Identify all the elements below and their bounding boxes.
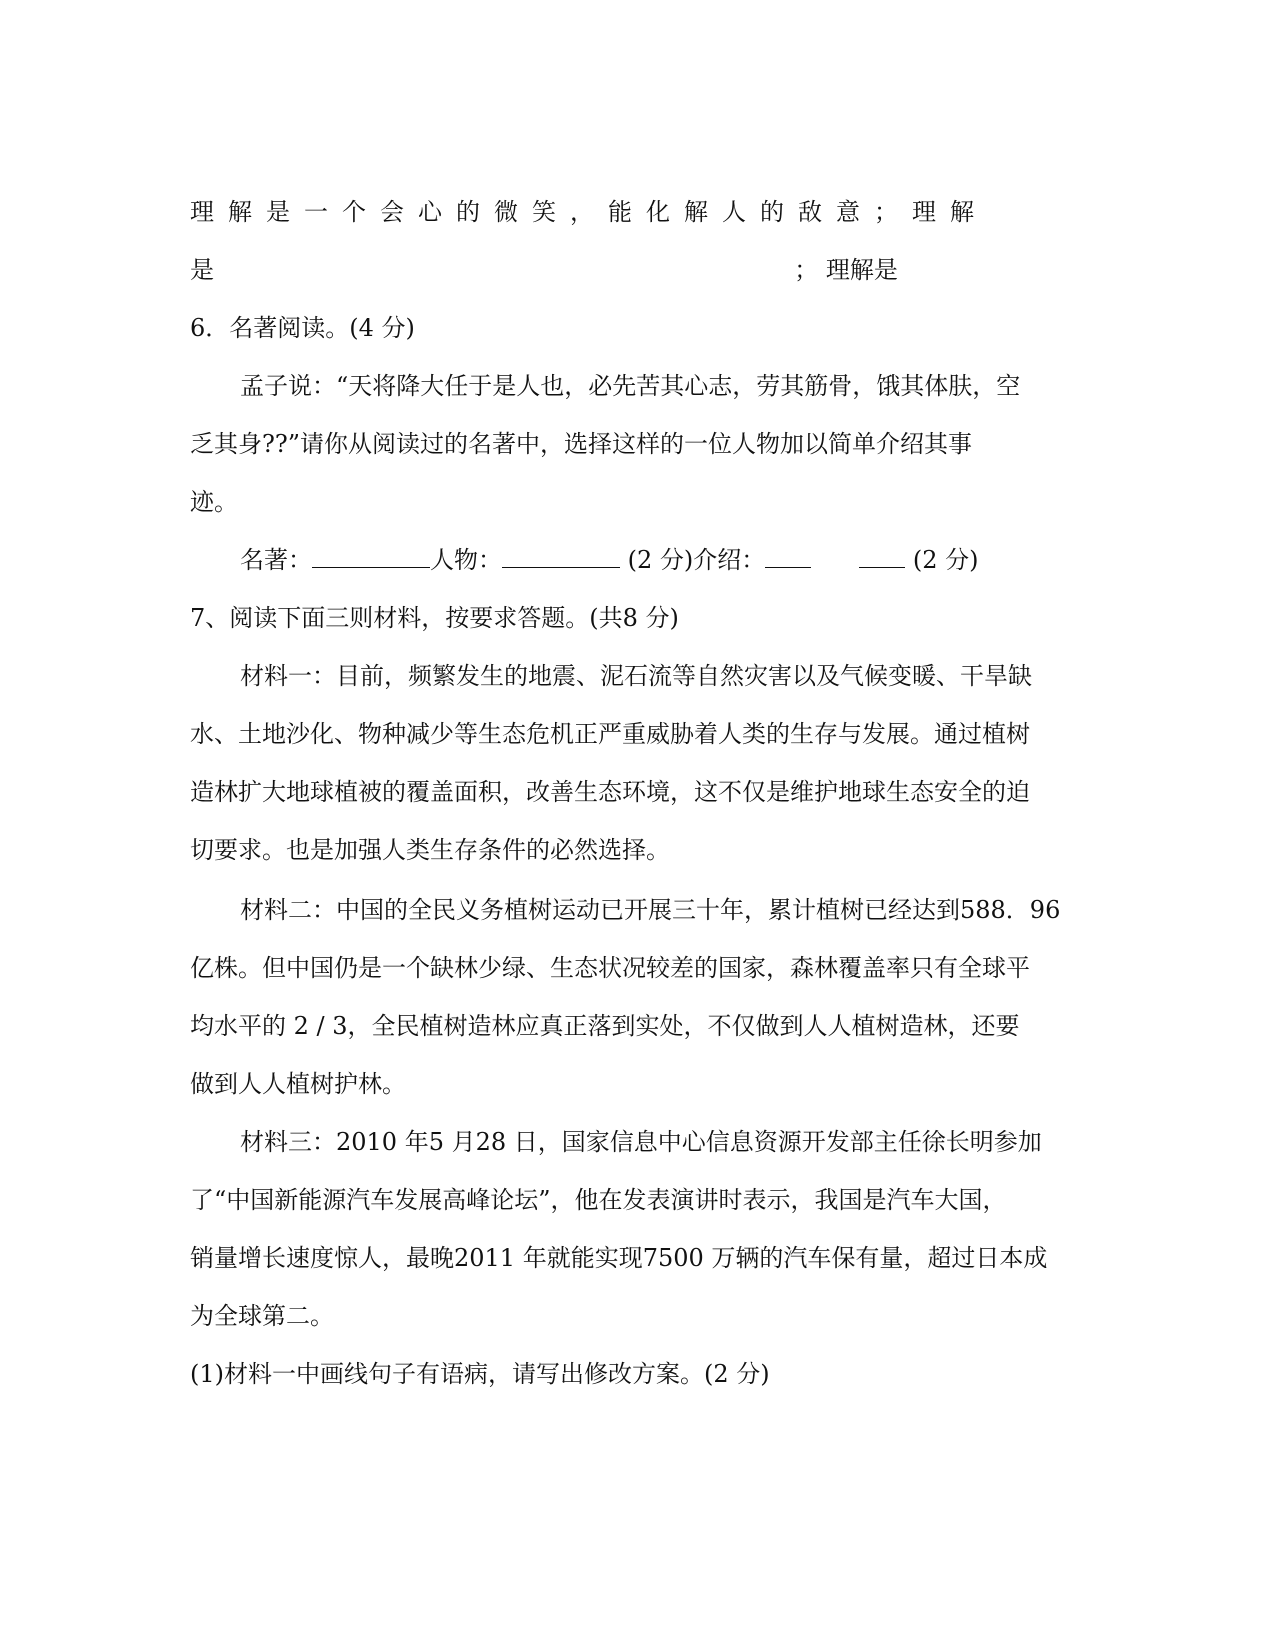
q6-quote-line-1: 孟子说：“天将降大任于是人也，必先苦其心志，劳其筋骨，饿其体肤，空 xyxy=(240,372,1021,400)
q7-material1-line-4: 切要求。也是加强人类生存条件的必然选择。 xyxy=(190,836,670,864)
q6-score-b: (2 分) xyxy=(912,546,979,574)
q7-material2-line-4: 做到人人植树护林。 xyxy=(190,1070,406,1098)
q7-sub-question-1: (1)材料一中画线句子有语病，请写出修改方案。(2 分) xyxy=(190,1360,770,1388)
q7-material3-line-2: 了“中国新能源汽车发展高峰论坛”，他在发表演讲时表示，我国是汽车大国， xyxy=(190,1186,1007,1214)
q6-person-blank[interactable] xyxy=(502,545,620,568)
q7-material2-line-1: 材料二：中国的全民义务植树运动已开展三十年，累计植树已经达到588．96 xyxy=(240,896,1061,924)
q7-material3-line-1: 材料三：2010 年5 月28 日，国家信息中心信息资源开发部主任徐长明参加 xyxy=(240,1128,1042,1156)
q7-heading: 7、阅读下面三则材料，按要求答题。(共8 分) xyxy=(190,604,679,632)
q6-score-a: (2 分) xyxy=(627,546,694,574)
q7-material3-line-3: 销量增长速度惊人，最晚2011 年就能实现7500 万辆的汽车保有量，超过日本成 xyxy=(190,1244,1048,1272)
q6-book-label: 名著： xyxy=(240,546,312,574)
fill-in-line-2-semicolon: ； xyxy=(794,256,819,284)
q6-person-label: 人物： xyxy=(430,546,502,574)
fill-in-line-2-start: 是 xyxy=(190,256,214,284)
q6-book-blank[interactable] xyxy=(312,545,430,568)
q7-material1-line-3: 造林扩大地球植被的覆盖面积，改善生态环境，这不仅是维护地球生态安全的迫 xyxy=(190,778,1030,806)
q6-quote-line-2: 乏其身??”请你从阅读过的名著中，选择这样的一位人物加以简单介绍其事 xyxy=(190,430,973,458)
q6-intro-label: 介绍： xyxy=(693,546,766,574)
q6-answer-line xyxy=(240,545,979,575)
q6-heading: 6．名著阅读。(4 分) xyxy=(190,314,415,342)
q7-material1-line-2: 水、土地沙化、物种减少等生态危机正严重威胁着人类的生存与发展。通过植树 xyxy=(190,720,1030,748)
fill-in-line-2 xyxy=(190,255,898,285)
fill-in-line-1: 理解是一个会心的微笑，能化解人的敌意；理解 xyxy=(190,198,988,226)
q6-intro-blank-2[interactable] xyxy=(859,545,905,568)
q7-material2-line-2: 亿株。但中国仍是一个缺林少绿、生态状况较差的国家，森林覆盖率只有全球平 xyxy=(190,954,1030,982)
fill-in-line-2-end: 理解是 xyxy=(825,256,898,284)
q7-material2-line-3: 均水平的 2 / 3，全民植树造林应真正落到实处，不仅做到人人植树造林，还要 xyxy=(190,1012,1020,1040)
q7-material1-line-1: 材料一：目前，频繁发生的地震、泥石流等自然灾害以及气候变暖、干旱缺 xyxy=(240,662,1032,690)
q6-intro-blank-1[interactable] xyxy=(765,545,811,568)
q6-quote-line-3: 迹。 xyxy=(190,488,238,516)
q7-material3-line-4: 为全球第二。 xyxy=(190,1302,334,1330)
